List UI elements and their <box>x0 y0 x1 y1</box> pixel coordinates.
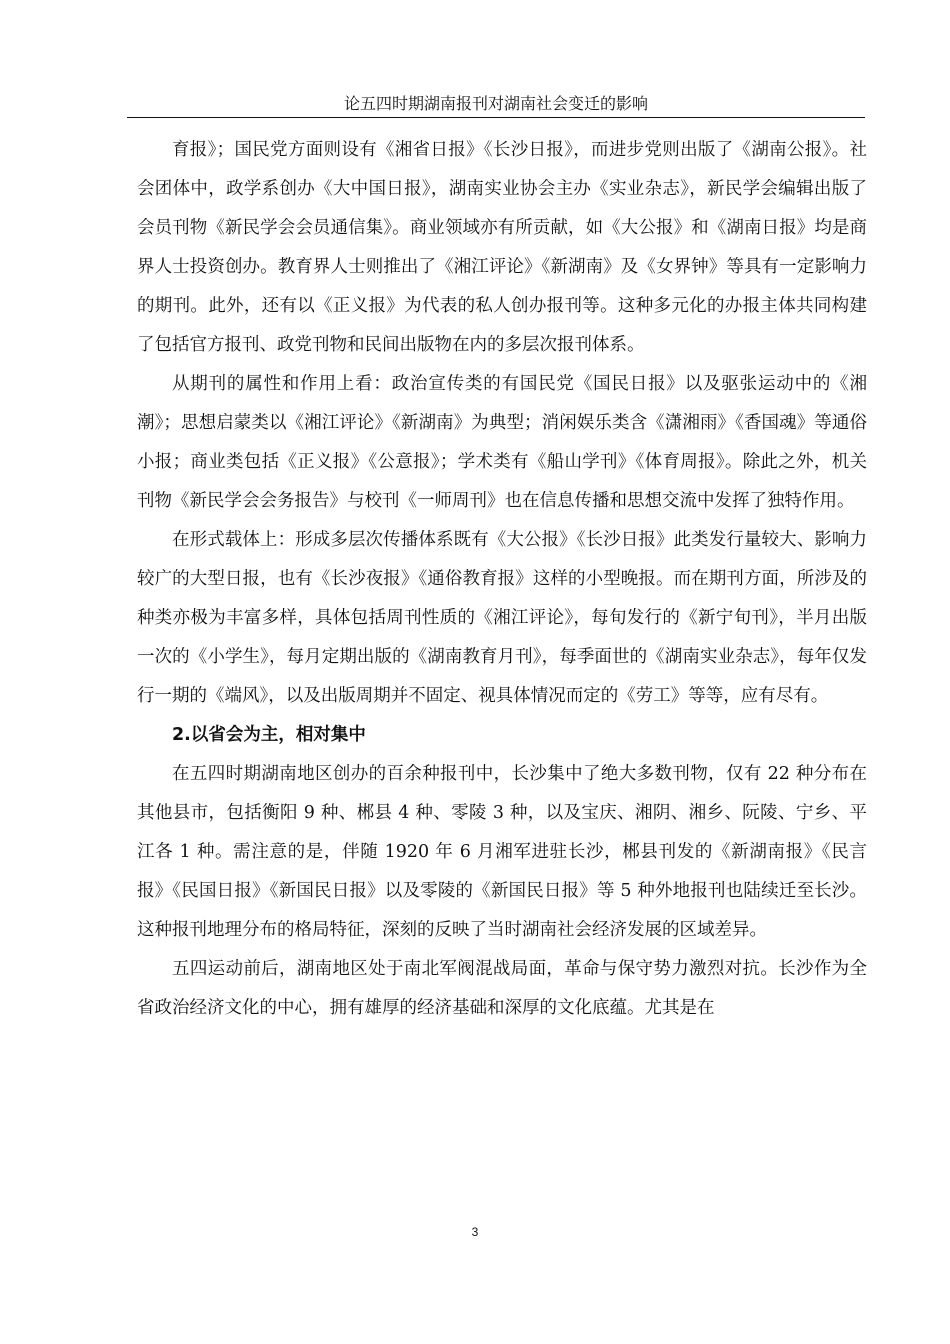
paragraph: 五四运动前后，湖南地区处于南北军阀混战局面，革命与保守势力激烈对抗。长沙作为全省政治经济文化的中心，拥有雄厚的经济基础和深厚的文化底蕴。尤其是在 <box>137 959 867 1018</box>
paragraph: 育报》；国民党方面则设有《湘省日报》《长沙日报》，而进步党则出版了《湖南公报》。社会团体中，政学系创办《大中国日报》，湖南实业协会主办《实业杂志》，新民学会编辑出版了会员刊物《新民学会会员通信集》。商业领域亦有所贡献，如《大公报》和《湖南日报》均是商界人士投资创办。教育界人士则推出了《湘江评论》《新湖南》及《女界钟》等具有一定影响力的期刊。此外，还有以《正义报》为代表的私人创办报刊等。这种多元化的办报主体共同构建了包括官方报刊、政党刊物和民间出版物在内的多层次报刊体系。 <box>137 140 867 355</box>
running-header: 论五四时期湖南报刊对湖南社会变迁的影响 <box>343 94 648 113</box>
header-divider <box>127 117 865 118</box>
section-heading: 2.以省会为主，相对集中 <box>172 725 366 745</box>
paragraph: 在五四时期湖南地区创办的百余种报刊中，长沙集中了绝大多数刊物，仅有 22 种分布在其他县市，包括衡阳 9 种、郴县 4 种、零陵 3 种，以及宝庆、湘阴、湘乡、阮陵、宁乡、平江各 1 种。需注意的是，伴随 1920 年 6 月湘军进驻长沙，郴县刊发的《新湖南报》《民言报》《民国日报》《新国民日报》以及零陵的《新国民日报》等 5 种外地报刊也陆续迁至长沙。这种报刊地理分布的格局特征，深刻的反映了当时湖南社会经济发展的区域差异。 <box>137 764 867 940</box>
paragraph: 从期刊的属性和作用上看：政治宣传类的有国民党《国民日报》以及驱张运动中的《湘潮》；思想启蒙类以《湘江评论》《新湖南》为典型；消闲娱乐类含《潇湘雨》《香国魂》等通俗小报；商业类包括《正义报》《公意报》；学术类有《船山学刊》《体育周报》。除此之外，机关刊物《新民学会会务报告》与校刊《一师周刊》也在信息传播和思想交流中发挥了独特作用。 <box>137 374 867 511</box>
page-number: 3 <box>471 1225 479 1239</box>
body-text <box>137 131 867 1028</box>
paragraph: 在形式载体上：形成多层次传播体系既有《大公报》《长沙日报》此类发行量较大、影响力较广的大型日报，也有《长沙夜报》《通俗教育报》这样的小型晚报。而在期刊方面，所涉及的种类亦极为丰富多样，具体包括周刊性质的《湘江评论》，每旬发行的《新宁旬刊》，半月出版一次的《小学生》，每月定期出版的《湖南教育月刊》，每季面世的《湖南实业杂志》，每年仅发行一期的《端风》，以及出版周期并不固定、视具体情况而定的《劳工》等等，应有尽有。 <box>137 530 867 706</box>
